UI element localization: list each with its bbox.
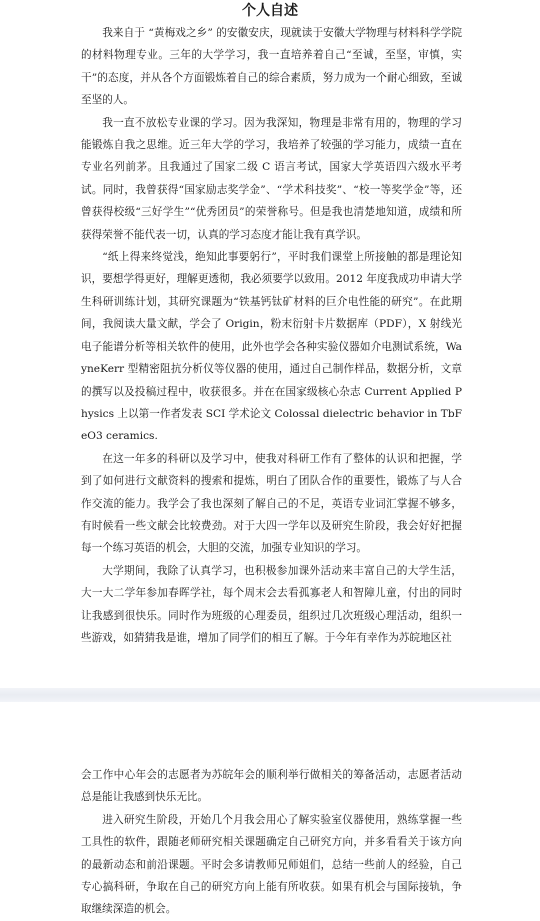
paragraph-activities-continued: 会工作中心年会的志愿者为苏皖年会的顺利举行做相关的筹备活动，志愿者活动总是能让我感到快乐无比。 (81, 769, 462, 804)
document-body-page-1 (81, 22, 462, 649)
document-page-2 (0, 702, 540, 916)
paragraph-graduate-plan: 进入研究生阶段，开始几个月我会用心了解实验室仪器使用，熟练掌握一些工具性的软件，跟随老师研究相关课题确定自己研究方向，并多看看关于该方向的最新动态和前沿课题。平时会多请教师兄师姐们，总结一些前人的经验，自己专心搞科研，争取在自己的研究方向上能有所收获。如果有机会与国际接轨，争取继续深造的机会。 (81, 813, 462, 916)
paragraph-research: “纸上得来终觉浅，绝知此事要躬行”，平时我们课堂上所接触的都是理论知识，要想学得更好，理解更透彻，我必须要学以致用。2012 年度我成功申请大学生科研训练计划，其研究课题为“铁基钙钛矿材料的巨介电性能的研究”。在此期间，我阅读大量文献，学会了 Origin，粉末衍射卡片数据库（PDF），X 射线光电子能谱分析等相关软件的使用，此外也学会各种实验仪器如介电测试系统，WayneKerr 型精密阻抗分析仪等仪器的使用，通过自己制作样品，数据分析，文章的撰写以及投稿过程中，收获很多。并在在国家级核心杂志 Current Applied Physics 上以第一作者发表 SCI 学术论文 Colossal dielectric behavior in TbFeO3 ceramics. (81, 251, 462, 443)
paragraph-activities: 大学期间，我除了认真学习，也积极参加课外活动来丰富自己的大学生活，大一大二学年参加春晖学社，每个周末会去看孤寡老人和智障儿童，付出的同时让我感到很快乐。同时作为班级的心理委员，组织过几次班级心理活动，组织一些游戏，如猜猜我是谁，增加了同学们的相互了解。于今年有幸作为苏皖地区社 (81, 564, 462, 644)
paragraph-reflection: 在这一年多的科研以及学习中，使我对科研工作有了整体的认识和把握，学到了如何进行文献资料的搜索和提炼，明白了团队合作的重要性，锻炼了与人合作交流的能力。我学会了我也深刻了解自己的不足，英语专业词汇掌握不够多，有时候看一些文献会比较费劲。对于大四一学年以及研究生阶段，我会好好把握每一个练习英语的机会，大胆的交流，加强专业知识的学习。 (81, 452, 462, 555)
document-title: 个人自述 (242, 3, 298, 19)
paragraph-studies: 我一直不放松专业课的学习。因为我深知，物理是非常有用的，物理的学习能锻炼自我之思维。近三年大学的学习，我培养了较强的学习能力，成绩一直在专业名列前茅。且我通过了国家二级 C 语言考试，国家大学英语四六级水平考试。同时，我曾获得“国家励志奖学金”、“学术科技奖”、“校一等奖学金”等，还曾获得校级“三好学生”“优秀团员”的荣誉称号。但是我也清楚地知道，成绩和所获得荣誉不能代表一切，认真的学习态度才能让我有真学识。 (81, 116, 462, 241)
document-body-page-2 (81, 764, 462, 921)
paragraph-hometown: 我来自于 “黄梅戏之乡” 的安徽安庆，现就读于安徽大学物理与材料科学学院的材料物理专业。三年的大学学习，我一直培养着自己“至诚，至坚，审慎，实干”的态度，并从各个方面锻炼着自己的综合素质，努力成为一个耐心细致，至诚至坚的人。 (81, 27, 462, 107)
page-separator (0, 688, 540, 702)
